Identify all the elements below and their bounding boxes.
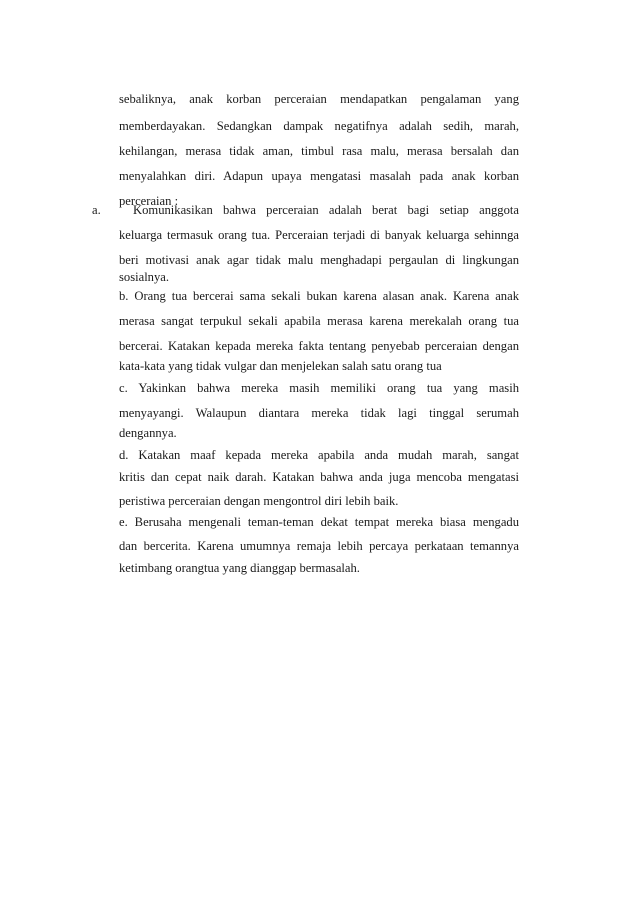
list-item-a-line: Komunikasikan bahwa perceraian adalah berat bagi setiap anggota [133,203,519,217]
list-item-b-line: bercerai. Katakan kepada mereka fakta tentang penyebab perceraian dengan [119,339,519,353]
paragraph-line: memberdayakan. Sedangkan dampak negatifnya adalah sedih, marah, [119,119,519,133]
list-item-d-line: kritis dan cepat naik darah. Katakan bahwa anda juga mencoba mengatasi [119,470,519,484]
list-item-c-line: menyayangi. Walaupun diantara mereka tidak lagi tinggal serumah [119,406,519,420]
list-item-e-line: ketimbang orangtua yang dianggap bermasalah. [119,561,360,575]
paragraph-line: sebaliknya, anak korban perceraian mendapatkan pengalaman yang [119,92,519,106]
list-item-d-line: peristiwa perceraian dengan mengontrol diri lebih baik. [119,494,399,508]
list-marker-a: a. [92,203,101,217]
list-item-c-line: c. Yakinkan bahwa mereka masih memiliki orang tua yang masih [119,381,519,395]
list-item-c-line: dengannya. [119,426,177,440]
list-item-d-line: d. Katakan maaf kepada mereka apabila anda mudah marah, sangat [119,448,519,462]
list-item-a-line: sosialnya. [119,270,170,284]
list-item-a-line: keluarga termasuk orang tua. Perceraian terjadi di banyak keluarga sehinnga [119,228,519,242]
paragraph-line: menyalahkan diri. Adapun upaya mengatasi masalah pada anak korban [119,169,519,183]
list-item-a-line: beri motivasi anak agar tidak malu menghadapi pergaulan di lingkungan [119,253,519,267]
paragraph-line: kehilangan, merasa tidak aman, timbul rasa malu, merasa bersalah dan [119,144,519,158]
list-item-b-line: kata-kata yang tidak vulgar dan menjelekan salah satu orang tua [119,359,442,373]
list-item-b-line: merasa sangat terpukul sekali apabila merasa karena merekalah orang tua [119,314,519,328]
paragraph-line: perceraian : [119,194,179,208]
list-item-e-line: dan bercerita. Karena umumnya remaja lebih percaya perkataan temannya [119,539,519,553]
list-item-e-line: e. Berusaha mengenali teman-teman dekat tempat mereka biasa mengadu [119,515,519,529]
list-item-b-line: b. Orang tua bercerai sama sekali bukan karena alasan anak. Karena anak [119,289,519,303]
